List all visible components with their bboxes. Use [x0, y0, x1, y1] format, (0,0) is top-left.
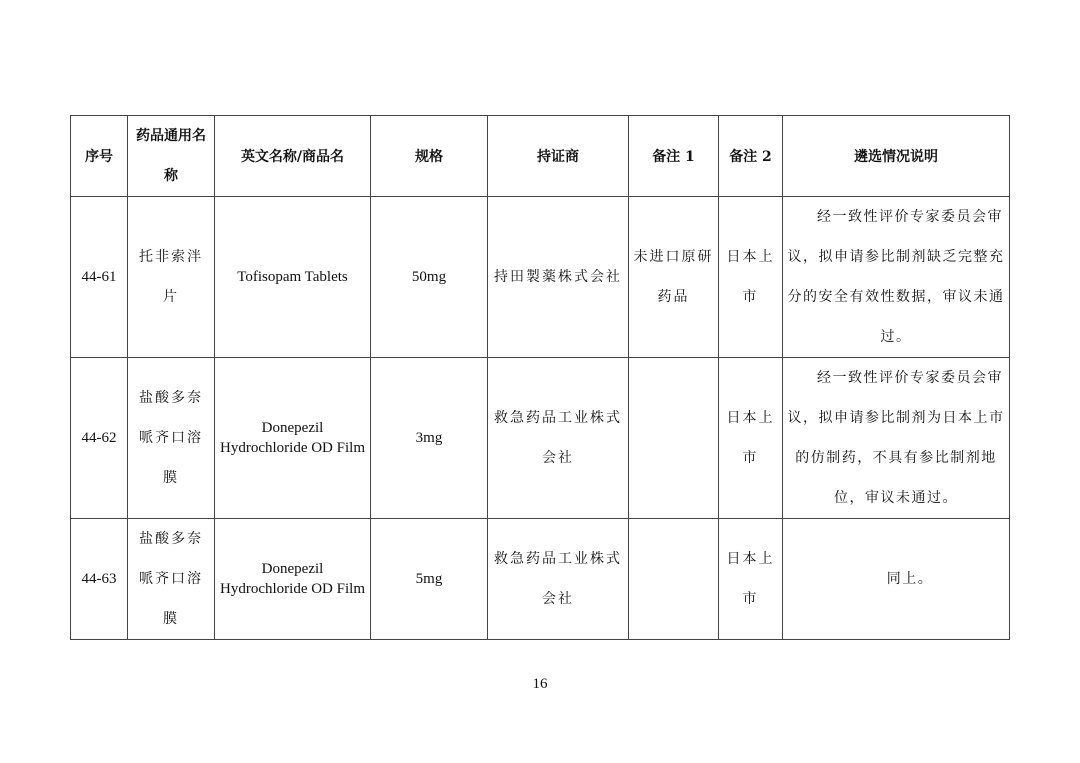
table-row: [71, 519, 1010, 640]
row-spec: 5mg: [371, 519, 488, 640]
header-holder: 持证商: [488, 116, 629, 197]
page-number: 16: [532, 676, 548, 692]
row-generic-name: 盐酸多奈哌齐口溶膜: [128, 358, 215, 519]
row-english-name: Tofisopam Tablets: [215, 197, 371, 358]
header-spec: 规格: [371, 116, 488, 197]
row-note2: 日本上市: [719, 519, 783, 640]
row-explanation: 经一致性评价专家委员会审议，拟申请参比制剂为日本上市的仿制药，不具有参比制剂地位，审议未通过。: [783, 358, 1010, 519]
row-explanation: 同上。: [783, 519, 1010, 640]
drug-table: [70, 115, 1010, 640]
row-note2: 日本上市: [719, 197, 783, 358]
row-generic-name: 托非索泮片: [128, 197, 215, 358]
header-explanation: 遴选情况说明: [783, 116, 1010, 197]
header-note2: 备注 2: [719, 116, 783, 197]
row-spec: 50mg: [371, 197, 488, 358]
header-note1: 备注 1: [629, 116, 719, 197]
row-explanation: 经一致性评价专家委员会审议，拟申请参比制剂缺乏完整充分的安全有效性数据，审议未通过。: [783, 197, 1010, 358]
row-holder: 持田製薬株式会社: [488, 197, 629, 358]
row-spec: 3mg: [371, 358, 488, 519]
table-header-row: [71, 116, 1010, 197]
table-row: [71, 197, 1010, 358]
header-seq: 序号: [71, 116, 128, 197]
row-holder: 救急药品工业株式会社: [488, 358, 629, 519]
row-holder: 救急药品工业株式会社: [488, 519, 629, 640]
row-note1: [629, 358, 719, 519]
row-generic-name: 盐酸多奈哌齐口溶膜: [128, 519, 215, 640]
row-seq: 44-61: [71, 197, 128, 358]
header-english-name: 英文名称/商品名: [215, 116, 371, 197]
table-row: [71, 358, 1010, 519]
row-seq: 44-62: [71, 358, 128, 519]
header-generic-name: 药品通用名称: [128, 116, 215, 197]
row-note2: 日本上市: [719, 358, 783, 519]
row-english-name: Donepezil Hydrochloride OD Film: [215, 519, 371, 640]
row-english-name: Donepezil Hydrochloride OD Film: [215, 358, 371, 519]
row-note1: 未进口原研药品: [629, 197, 719, 358]
row-seq: 44-63: [71, 519, 128, 640]
row-note1: [629, 519, 719, 640]
